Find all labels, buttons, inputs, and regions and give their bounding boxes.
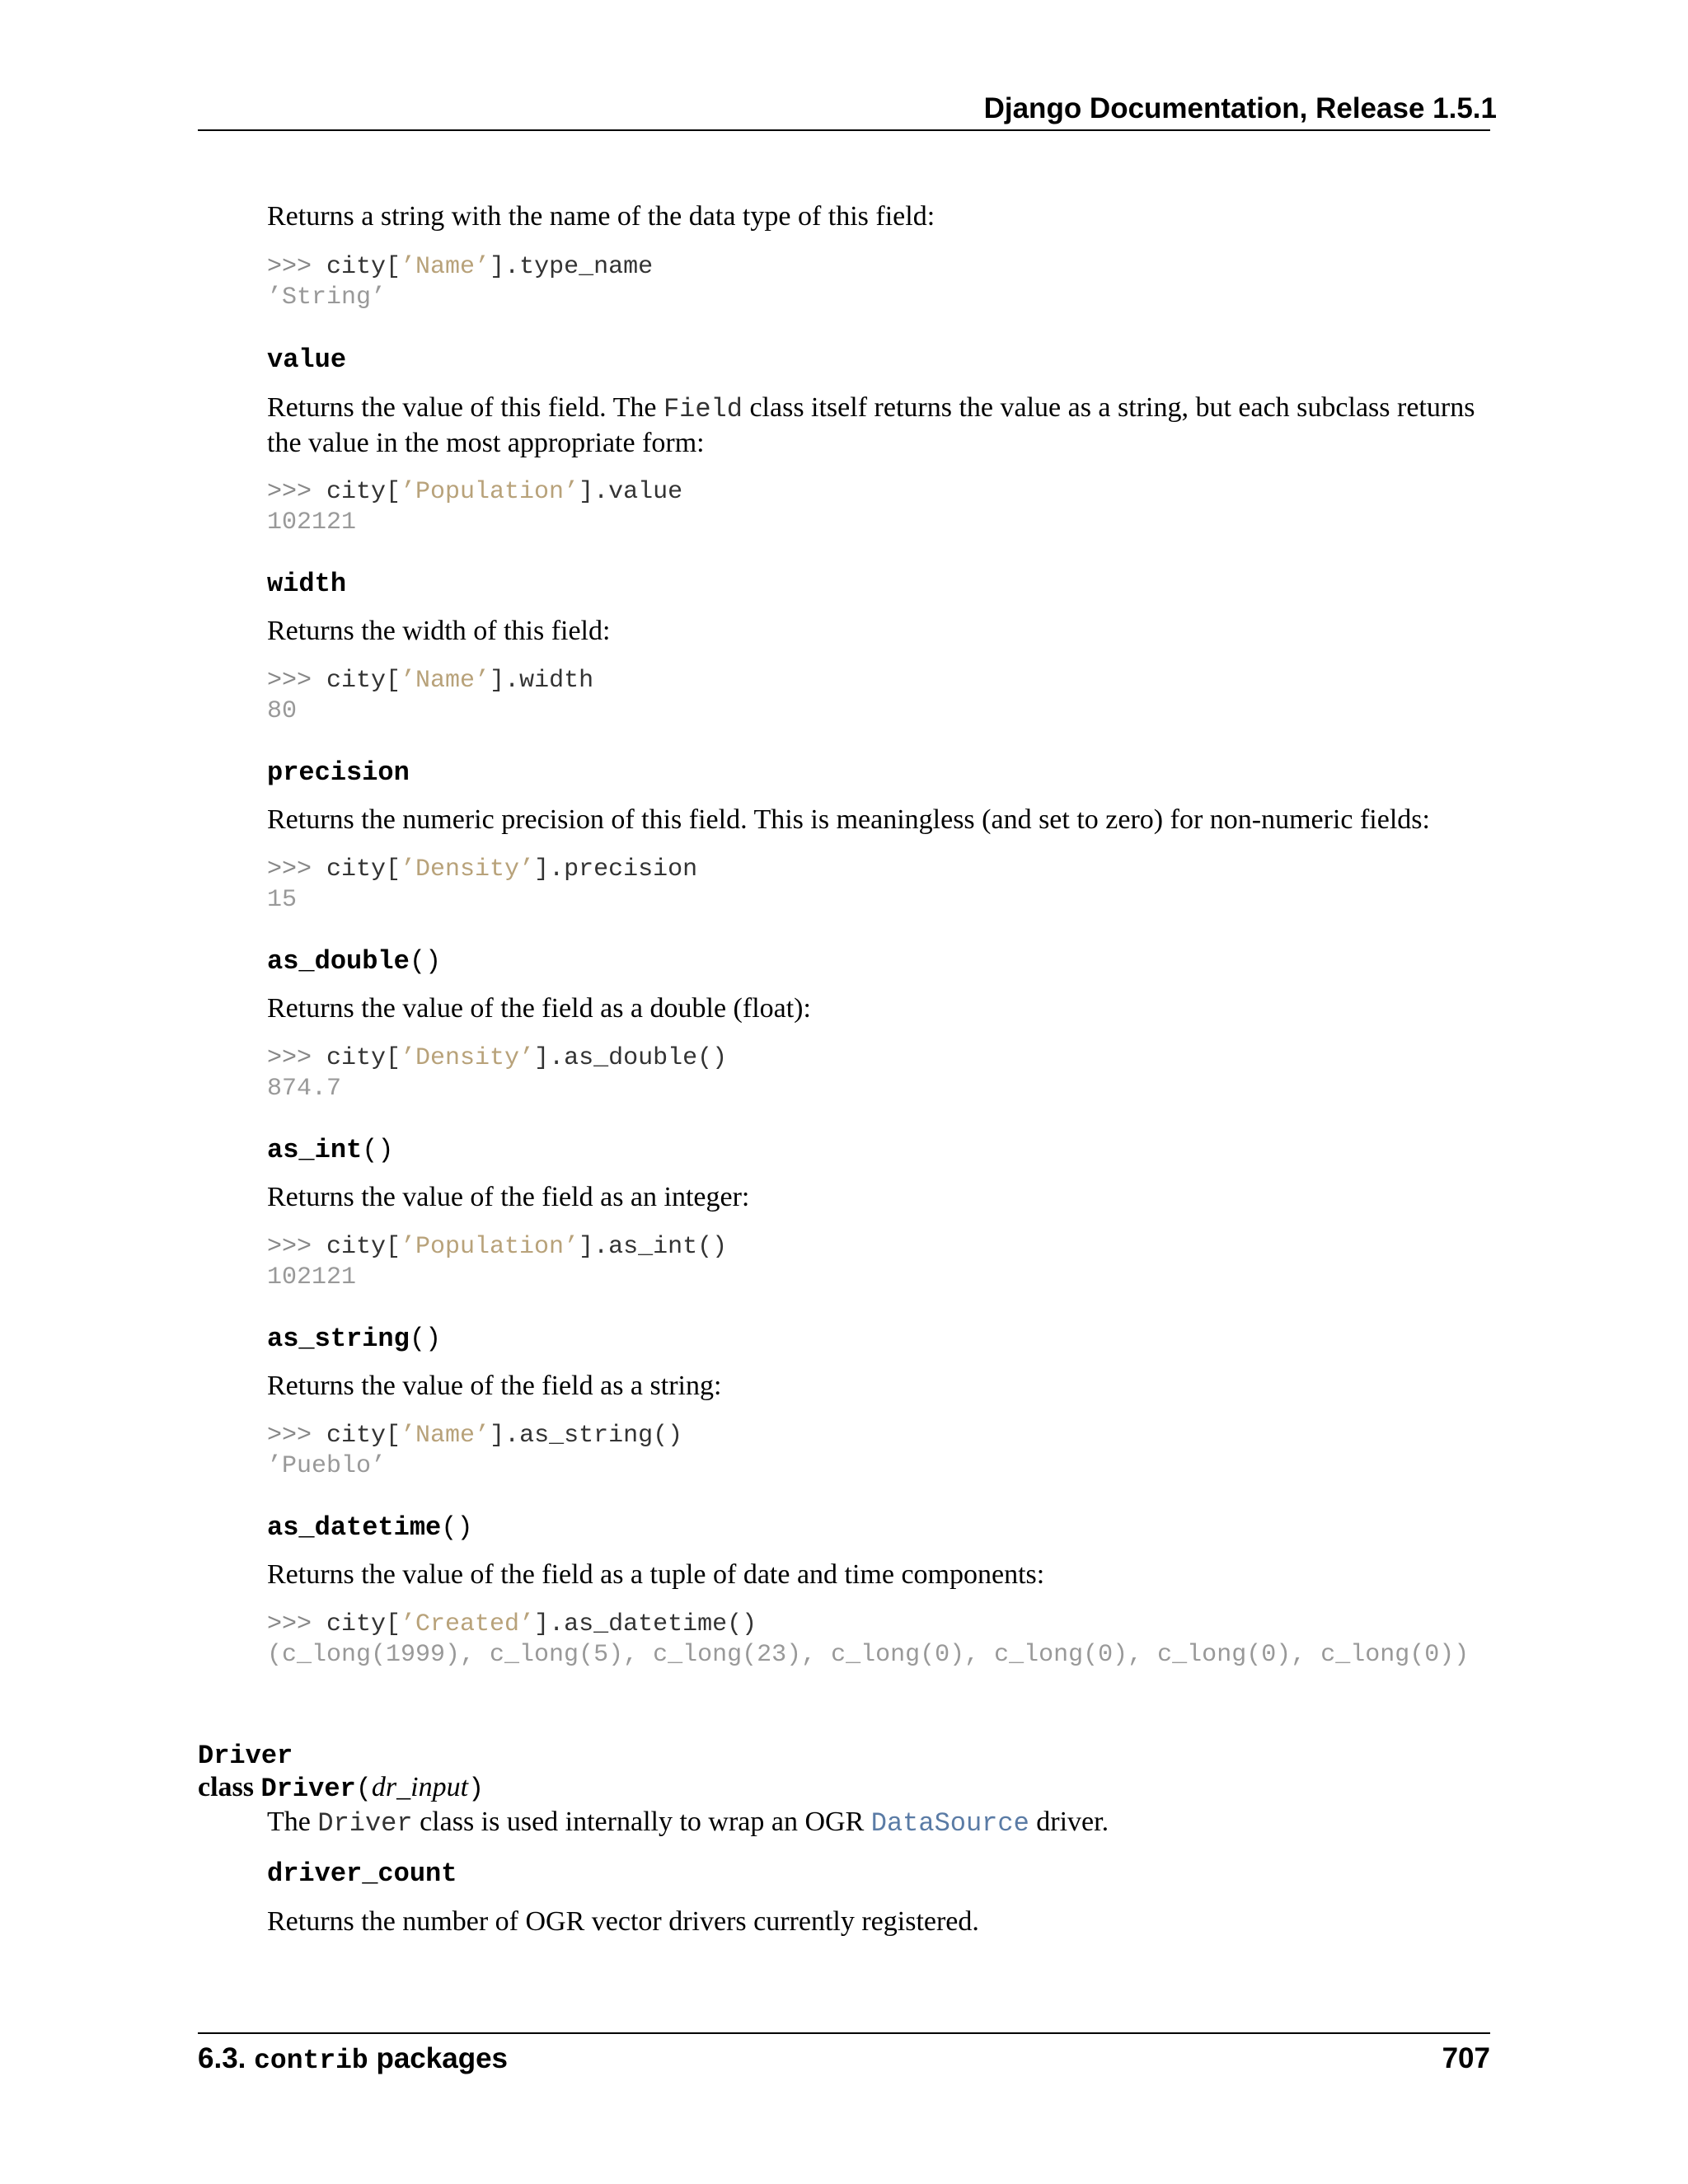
code-string: ’Population’ xyxy=(401,1233,579,1261)
args-close: ) xyxy=(468,1774,485,1804)
code-text: city[ xyxy=(326,1233,401,1261)
precision-description: Returns the numeric precision of this field. This is meaningless (and set to zero) for non-numeric fields: xyxy=(267,804,1430,835)
code-text: city[ xyxy=(326,855,401,883)
as-int-method-signature xyxy=(267,1135,394,1165)
code-text: ].as_datetime() xyxy=(534,1610,757,1638)
as-int-code-line xyxy=(267,1232,727,1263)
as-string-code-line xyxy=(267,1421,682,1451)
desc-text: Returns the value of this field. The xyxy=(267,392,663,423)
as-string-method-signature xyxy=(267,1324,441,1354)
code-prompt: >>> xyxy=(267,253,327,281)
code-string: ’Name’ xyxy=(401,1422,490,1450)
code-text: ].precision xyxy=(534,855,698,883)
method-parens: () xyxy=(441,1512,473,1543)
code-prompt: >>> xyxy=(267,855,327,883)
as-double-method-name: as_double xyxy=(267,946,410,977)
width-description: Returns the width of this field: xyxy=(267,616,611,646)
code-string: ’Created’ xyxy=(401,1610,535,1638)
as-string-method-name: as_string xyxy=(267,1324,410,1354)
code-text: city[ xyxy=(326,253,401,281)
code-prompt: >>> xyxy=(267,1610,327,1638)
class-keyword: class xyxy=(198,1772,261,1802)
code-text: ].as_int() xyxy=(579,1233,728,1261)
as-int-method-name: as_int xyxy=(267,1135,363,1165)
footer-section-code: contrib xyxy=(254,2046,368,2076)
code-text: city[ xyxy=(326,1610,401,1638)
type-name-description: Returns a string with the name of the data type of this field: xyxy=(267,201,935,232)
as-datetime-method-signature xyxy=(267,1512,473,1543)
driver-section-heading: Driver xyxy=(198,1741,293,1771)
code-string: ’Density’ xyxy=(401,1044,535,1072)
method-parens: () xyxy=(409,946,442,977)
driver-description xyxy=(267,1805,1109,1840)
code-text: city[ xyxy=(326,1422,401,1450)
driver-count-description: Returns the number of OGR vector drivers currently registered. xyxy=(267,1906,979,1937)
code-text: city[ xyxy=(326,478,401,506)
as-datetime-code-line xyxy=(267,1610,757,1640)
code-text: ].type_name xyxy=(490,253,654,281)
code-text: ].value xyxy=(579,478,683,506)
code-prompt: >>> xyxy=(267,1422,327,1450)
footer-section-title xyxy=(198,2042,508,2076)
code-string: ’Population’ xyxy=(401,478,579,506)
desc-text: The xyxy=(267,1807,318,1837)
code-text: ].as_double() xyxy=(534,1044,728,1072)
driver-class-signature xyxy=(198,1772,484,1804)
as-datetime-code-output: (c_long(1999), c_long(5), c_long(23), c_long(0), c_long(0), c_long(0), c_long(0)) xyxy=(267,1641,1470,1669)
footer-section-text: packages xyxy=(368,2042,509,2074)
as-int-description: Returns the value of the field as an integer: xyxy=(267,1182,750,1212)
page-number: 707 xyxy=(1442,2042,1490,2074)
as-double-description: Returns the value of the field as a double (float): xyxy=(267,993,811,1024)
method-parens: () xyxy=(362,1135,394,1165)
width-code-line xyxy=(267,666,593,696)
value-attribute-name: value xyxy=(267,344,347,375)
precision-attribute-name: precision xyxy=(267,757,410,788)
class-args: dr_input xyxy=(371,1772,469,1802)
precision-code-line xyxy=(267,855,697,885)
as-string-code-output: ’Pueblo’ xyxy=(267,1452,387,1480)
as-datetime-description: Returns the value of the field as a tuple of date and time components: xyxy=(267,1559,1045,1590)
running-header-title: Django Documentation, Release 1.5.1 xyxy=(983,92,1497,124)
value-code-output: 102121 xyxy=(267,509,357,537)
desc-text: class itself returns the value as a string, but each subclass returns the value in the most appropriate form: xyxy=(267,392,1475,458)
datasource-link[interactable]: DataSource xyxy=(870,1808,1029,1839)
type-name-code-line xyxy=(267,252,653,283)
class-name: Driver xyxy=(260,1774,356,1804)
code-prompt: >>> xyxy=(267,1233,327,1261)
as-string-description: Returns the value of the field as a string: xyxy=(267,1371,722,1401)
width-code-output: 80 xyxy=(267,697,298,725)
code-text: ].width xyxy=(490,667,594,695)
value-description xyxy=(267,391,1485,460)
desc-text: class is used internally to wrap an OGR xyxy=(412,1807,871,1837)
code-prompt: >>> xyxy=(267,667,327,695)
code-prompt: >>> xyxy=(267,1044,327,1072)
code-string: ’Name’ xyxy=(401,253,490,281)
code-prompt: >>> xyxy=(267,478,327,506)
as-double-code-output: 874.7 xyxy=(267,1075,342,1103)
precision-code-output: 15 xyxy=(267,886,298,914)
as-double-code-line xyxy=(267,1043,727,1074)
method-parens: () xyxy=(409,1324,442,1354)
driver-count-attribute-name: driver_count xyxy=(267,1858,457,1889)
inline-code-field: Field xyxy=(663,394,743,424)
as-double-method-signature xyxy=(267,946,441,977)
code-string: ’Name’ xyxy=(401,667,490,695)
footer-rule xyxy=(198,2032,1490,2034)
code-text: ].as_string() xyxy=(490,1422,683,1450)
args-open: ( xyxy=(355,1774,372,1804)
width-attribute-name: width xyxy=(267,569,347,599)
desc-text: driver. xyxy=(1029,1807,1109,1837)
code-text: city[ xyxy=(326,667,401,695)
value-code-line xyxy=(267,477,682,508)
inline-code-driver: Driver xyxy=(317,1808,413,1839)
footer-section-number: 6.3. xyxy=(198,2042,255,2074)
code-text: city[ xyxy=(326,1044,401,1072)
type-name-code-output: ’String’ xyxy=(267,284,387,312)
as-datetime-method-name: as_datetime xyxy=(267,1512,442,1543)
code-string: ’Density’ xyxy=(401,855,535,883)
as-int-code-output: 102121 xyxy=(267,1263,357,1291)
header-rule xyxy=(198,129,1490,131)
